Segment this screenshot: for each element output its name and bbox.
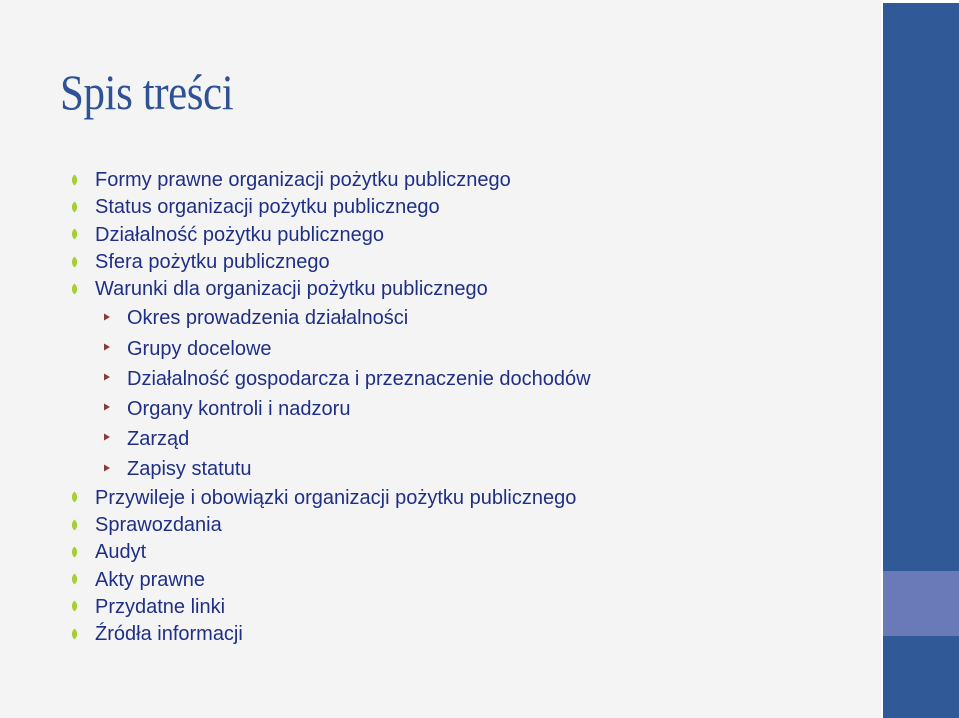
toc-item-label: Przywileje i obowiązki organizacji pożytku publicznego: [95, 486, 577, 509]
toc-item[interactable]: [0, 167, 591, 194]
leaf-bullet-icon: [71, 229, 78, 240]
toc-subitem-label: Zarząd: [127, 428, 190, 451]
toc-item-label: Status organizacji pożytku publicznego: [95, 196, 440, 219]
toc-item[interactable]: [0, 567, 591, 594]
toc-item[interactable]: [0, 485, 591, 512]
toc-item[interactable]: [0, 222, 591, 249]
leaf-bullet-icon: [71, 519, 78, 530]
triangle-bullet-icon: [104, 434, 110, 441]
leaf-bullet-icon: [71, 256, 78, 267]
side-band-top-line: [883, 0, 959, 3]
toc-item-label: Audyt: [95, 541, 147, 564]
toc-item[interactable]: [0, 276, 591, 303]
toc-item[interactable]: [0, 512, 591, 539]
toc-item-label: Sfera pożytku publicznego: [95, 250, 330, 273]
toc-item[interactable]: [0, 594, 591, 621]
table-of-contents: [0, 167, 591, 648]
toc-subitem[interactable]: [0, 334, 591, 364]
toc-item[interactable]: [0, 249, 591, 276]
toc-item[interactable]: [0, 621, 591, 648]
triangle-bullet-icon: [104, 373, 110, 380]
toc-subitem-label: Okres prowadzenia działalności: [127, 307, 409, 330]
leaf-bullet-icon: [71, 628, 78, 639]
leaf-bullet-icon: [71, 601, 78, 612]
toc-subitem[interactable]: [0, 303, 591, 333]
triangle-bullet-icon: [104, 313, 110, 320]
leaf-bullet-icon: [71, 174, 78, 185]
toc-subitem-label: Organy kontroli i nadzoru: [127, 398, 351, 421]
leaf-bullet-icon: [71, 574, 78, 585]
leaf-bullet-icon: [71, 492, 78, 503]
leaf-bullet-icon: [71, 546, 78, 557]
leaf-bullet-icon: [71, 283, 78, 294]
side-decoration-band: [883, 0, 959, 718]
toc-subitem-label: Grupy docelowe: [127, 337, 272, 360]
toc-item-label: Źródła informacji: [95, 623, 243, 646]
toc-subitem[interactable]: [0, 364, 591, 394]
triangle-bullet-icon: [104, 404, 110, 411]
toc-subitem[interactable]: [0, 424, 591, 454]
toc-subitem[interactable]: [0, 454, 591, 484]
toc-item-label: Przydatne linki: [95, 595, 226, 618]
toc-item-label: Sprawozdania: [95, 513, 222, 536]
toc-subitem[interactable]: [0, 394, 591, 424]
toc-item[interactable]: [0, 194, 591, 221]
toc-subitem-label: Działalność gospodarcza i przeznaczenie dochodów: [127, 367, 591, 390]
toc-item-label: Formy prawne organizacji pożytku publicznego: [95, 169, 511, 191]
leaf-bullet-icon: [71, 201, 78, 212]
toc-item-label: Działalność pożytku publicznego: [95, 223, 385, 246]
triangle-bullet-icon: [104, 343, 110, 350]
toc-item-label: Warunki dla organizacji pożytku publicznego: [95, 278, 488, 301]
toc-subitem-label: Zapisy statutu: [127, 458, 252, 481]
toc-item-label: Akty prawne: [95, 568, 206, 591]
side-accent-block: [883, 571, 959, 636]
slide-title: Spis treści: [60, 64, 234, 120]
triangle-bullet-icon: [104, 464, 110, 471]
toc-item[interactable]: [0, 539, 591, 566]
